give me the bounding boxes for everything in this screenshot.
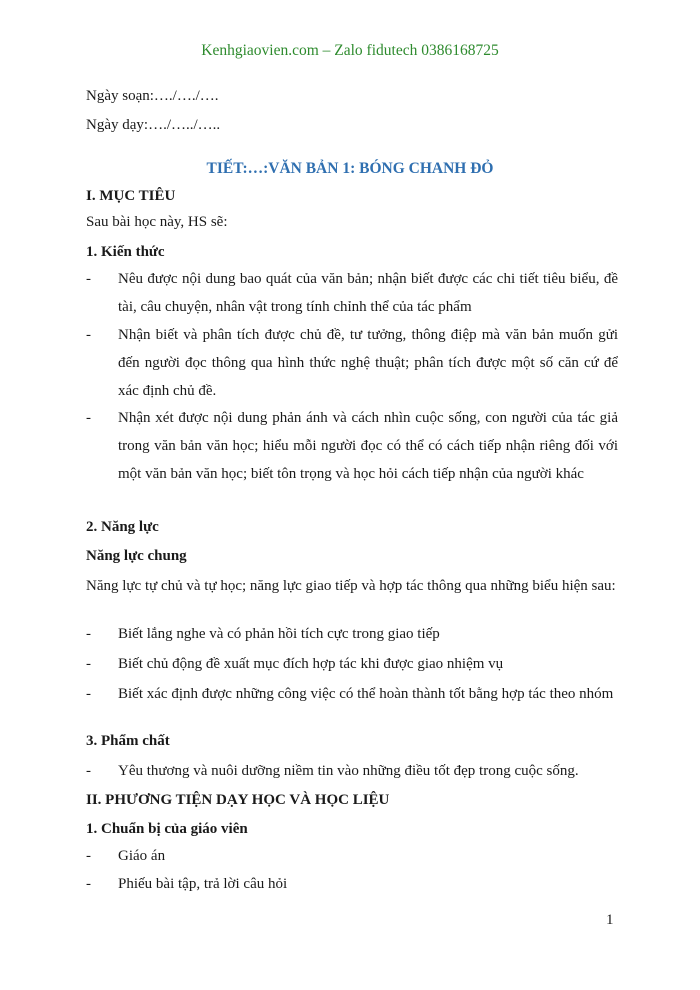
bullet-dash: -: [86, 656, 91, 672]
ability-item: Biết chủ động đề xuất mục đích hợp tác khi được giao nhiệm vụ: [118, 656, 504, 672]
page-header: Kenhgiaovien.com – Zalo fidutech 0386168725: [201, 42, 499, 59]
quality-item: Yêu thương và nuôi dưỡng niềm tin vào những điều tốt đẹp trong cuộc sống.: [118, 763, 579, 779]
ability-item: Biết lắng nghe và có phản hồi tích cực trong giao tiếp: [118, 626, 440, 642]
bullet-dash: -: [86, 410, 91, 426]
ability-heading: 2. Năng lực: [86, 519, 159, 535]
bullet-dash: -: [86, 626, 91, 642]
knowledge-item: Nhận xét được nội dung phản ánh và cách nhìn cuộc sống, con người của tác giả trong văn bản văn học; hiểu mỗi người đọc có thể có cách tiếp nhận riêng đối với một văn bản văn học; biết tôn trọng và học hỏi cách tiếp nhận của người khác: [118, 410, 618, 482]
teacher-heading: 1. Chuẩn bị của giáo viên: [86, 821, 248, 837]
knowledge-item: Nhận biết và phân tích được chủ đề, tư tưởng, thông điệp mà văn bản muốn gửi đến người đọc thông qua hình thức nghệ thuật; phân tích được một số căn cứ để xác định chủ đề.: [118, 327, 618, 399]
section-1-heading: I. MỤC TIÊU: [86, 188, 176, 204]
section-2-heading: II. PHƯƠNG TIỆN DẠY HỌC VÀ HỌC LIỆU: [86, 792, 390, 808]
quality-heading: 3. Phẩm chất: [86, 733, 170, 749]
page-number: 1: [606, 912, 614, 928]
bullet-dash: -: [86, 271, 91, 287]
section-1-intro: Sau bài học này, HS sẽ:: [86, 214, 228, 230]
bullet-dash: -: [86, 327, 91, 343]
bullet-dash: -: [86, 876, 91, 892]
date-teach: Ngày dạy:…./…../…..: [86, 117, 221, 133]
bullet-dash: -: [86, 763, 91, 779]
general-ability-intro: Năng lực tự chủ và tự học; năng lực giao tiếp và hợp tác thông qua những biểu hiện sau:: [86, 578, 616, 594]
general-ability-heading: Năng lực chung: [86, 548, 187, 564]
teacher-item: Phiếu bài tập, trả lời câu hỏi: [118, 876, 288, 892]
teacher-item: Giáo án: [118, 848, 166, 864]
bullet-dash: -: [86, 848, 91, 864]
ability-item: Biết xác định được những công việc có thể hoàn thành tốt bằng hợp tác theo nhóm: [118, 686, 614, 702]
date-prepare: Ngày soạn:…./…./….: [86, 88, 219, 104]
knowledge-heading: 1. Kiến thức: [86, 244, 165, 260]
knowledge-item: Nêu được nội dung bao quát của văn bản; nhận biết được các chi tiết tiêu biểu, đề tài, câu chuyện, nhân vật trong tính chỉnh thể của tác phẩm: [118, 271, 618, 315]
bullet-dash: -: [86, 686, 91, 702]
lesson-title: TIẾT:…:VĂN BẢN 1: BÓNG CHANH ĐỎ: [206, 160, 494, 177]
